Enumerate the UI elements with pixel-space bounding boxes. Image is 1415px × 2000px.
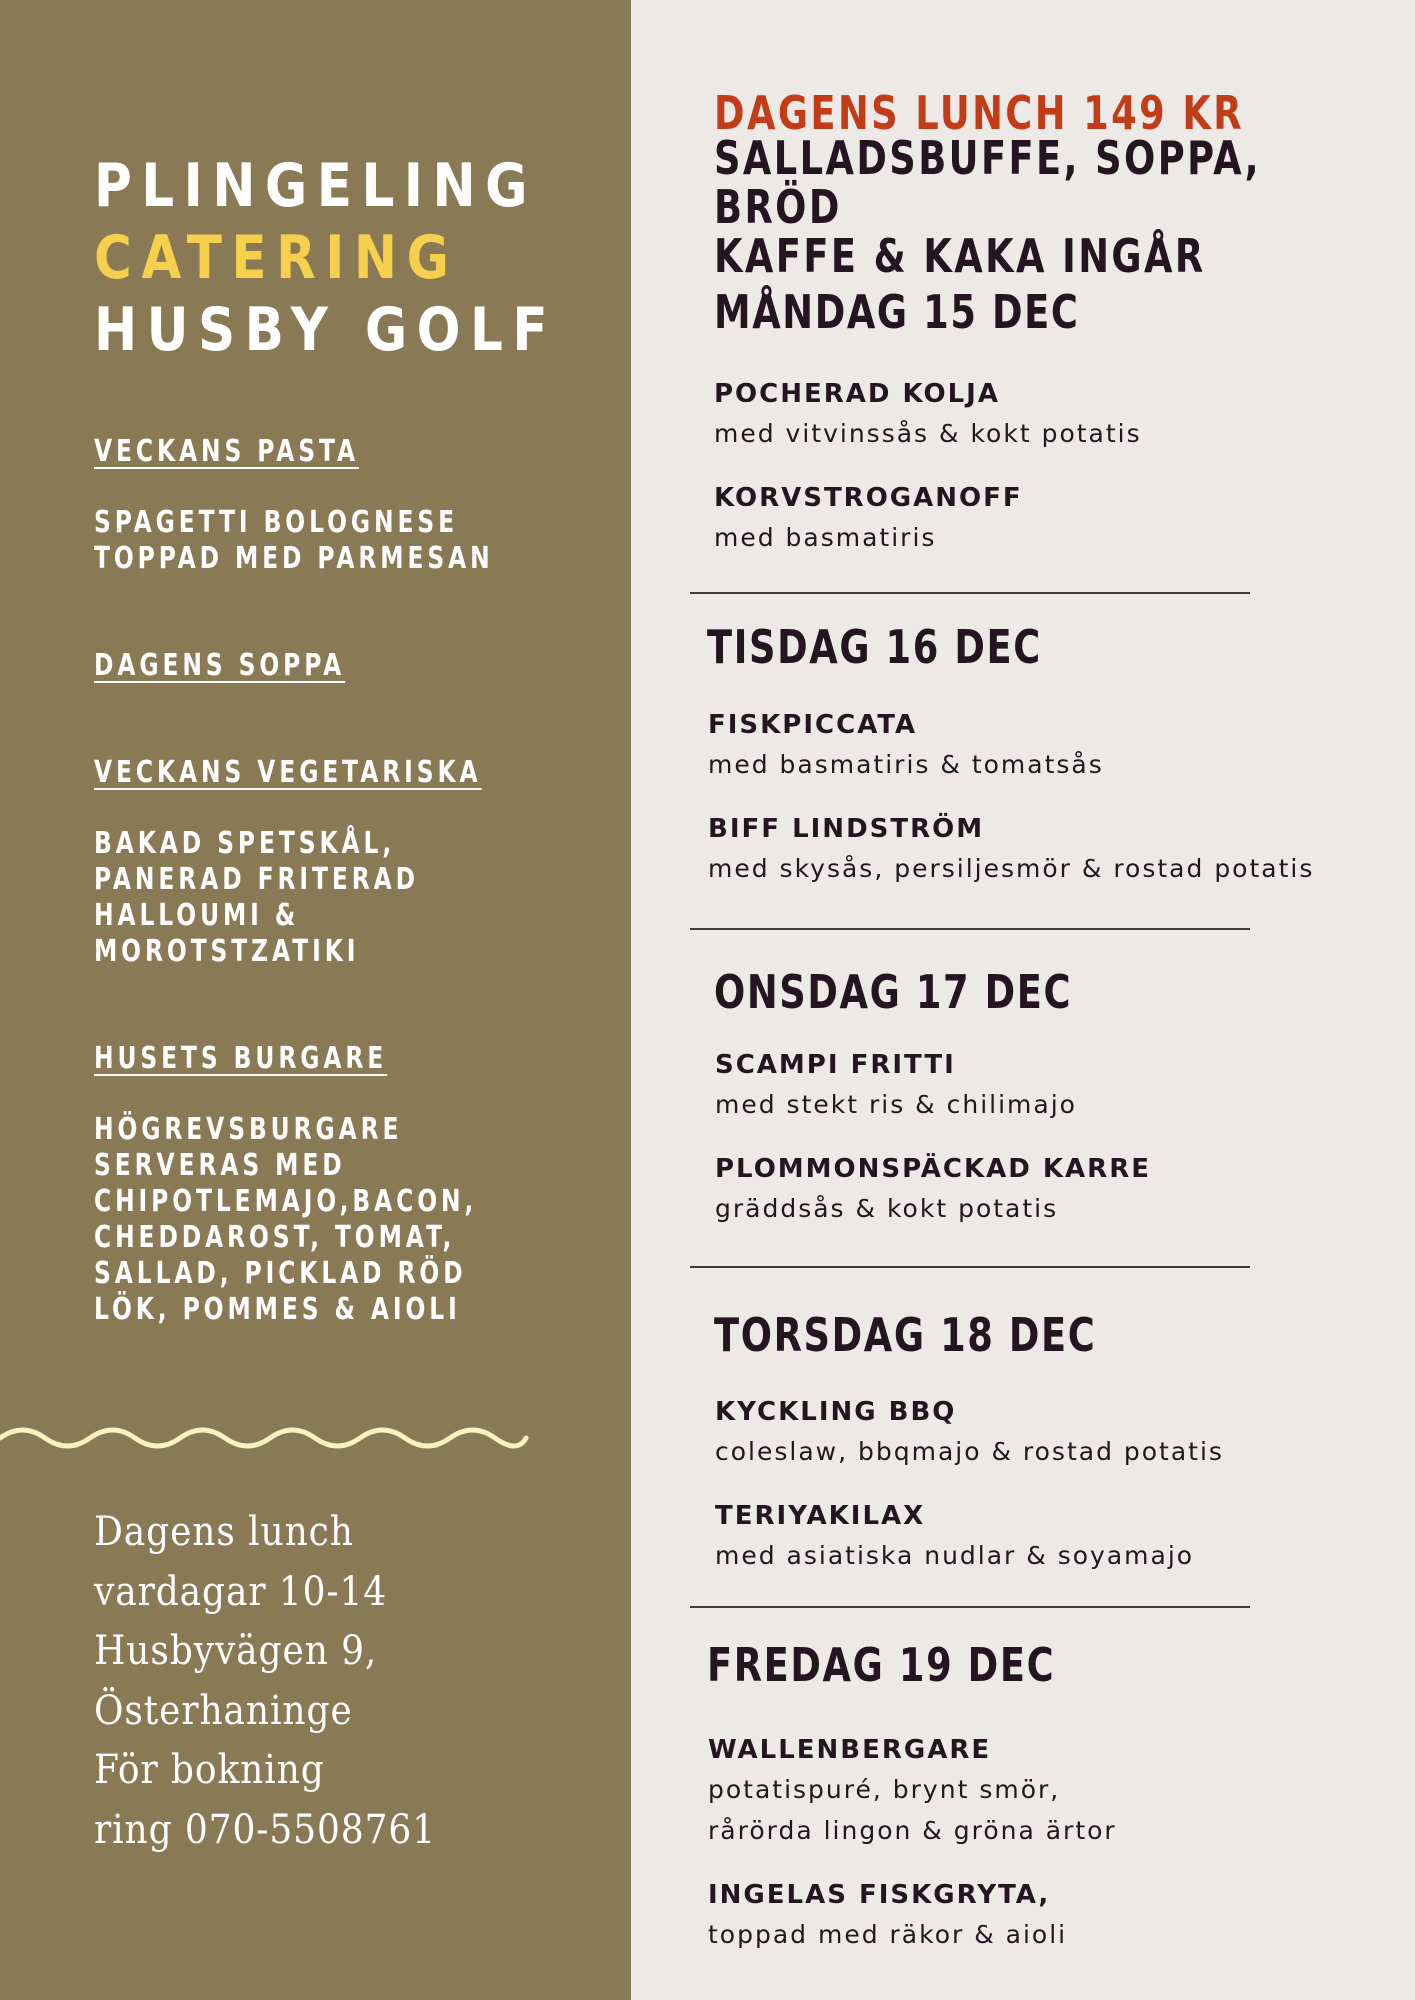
dish-description: potatispuré, brynt smör, rårörda lingon & gröna ärtor (708, 1775, 1117, 1845)
lunch-price-title: DAGENS LUNCH 149 KR (714, 86, 1245, 140)
section-title-soup: DAGENS SOPPA (94, 648, 346, 683)
dish-name: KORVSTROGANOFF (714, 483, 1023, 513)
dish-name: POCHERAD KOLJA (714, 379, 1000, 409)
section-title-vegetarian: VECKANS VEGETARISKA (94, 755, 482, 790)
section-body-vegetarian: BAKAD SPETSKÅL, PANERAD FRITERAD HALLOUMI & MOROTSTZATIKI (94, 826, 419, 969)
dish-description: med stekt ris & chilimajo (715, 1090, 1077, 1119)
section-body-pasta: SPAGETTI BOLOGNESE TOPPAD MED PARMESAN (94, 505, 494, 576)
day-heading-thursday: TORSDAG 18 DEC (714, 1308, 1097, 1362)
day-heading-wednesday: ONSDAG 17 DEC (714, 965, 1073, 1019)
day-divider (690, 592, 1250, 594)
section-title-burger: HUSETS BURGARE (94, 1041, 388, 1076)
brand-line-1: PLINGELING (94, 151, 537, 221)
dish-name: KYCKLING BBQ (715, 1397, 957, 1427)
dish-description: med skysås, persiljesmör & rostad potatis (708, 854, 1315, 883)
section-title-pasta: VECKANS PASTA (94, 434, 360, 469)
dish-description: coleslaw, bbqmajo & rostad potatis (715, 1437, 1224, 1466)
dish-description: med basmatiris & tomatsås (708, 750, 1104, 779)
wave-divider (0, 1418, 530, 1458)
day-heading-friday: FREDAG 19 DEC (707, 1638, 1056, 1692)
day-divider (690, 1266, 1250, 1268)
dish-description: toppad med räkor & aioli (708, 1920, 1068, 1949)
lunch-includes: SALLADSBUFFE, SOPPA, BRÖD KAFFE & KAKA INGÅR (714, 131, 1262, 283)
dish-name: FISKPICCATA (708, 710, 918, 740)
dish-description: med basmatiris (714, 523, 937, 552)
dish-name: PLOMMONSPÄCKAD KARRE (715, 1154, 1151, 1184)
dish-description: med asiatiska nudlar & soyamajo (715, 1541, 1195, 1570)
dish-name: BIFF LINDSTRÖM (708, 814, 985, 844)
day-heading-monday: MÅNDAG 15 DEC (714, 285, 1080, 339)
day-divider (690, 928, 1250, 930)
contact-info: Dagens lunch vardagar 10-14 Husbyvägen 9, Österhaninge För bokning ring 070-5508761 (94, 1509, 437, 1853)
section-body-burger: HÖGREVSBURGARE SERVERAS MED CHIPOTLEMAJO,BACON, CHEDDAROST, TOMAT, SALLAD, PICKLAD RÖD LÖK, POMMES & AIOLI (94, 1112, 478, 1327)
dish-description: gräddsås & kokt potatis (715, 1194, 1059, 1223)
brand-title (94, 150, 557, 366)
dish-name: TERIYAKILAX (715, 1501, 926, 1531)
dish-name: WALLENBERGARE (708, 1735, 992, 1765)
dish-name: INGELAS FISKGRYTA, (708, 1880, 1051, 1910)
dish-name: SCAMPI FRITTI (715, 1050, 956, 1080)
day-heading-tuesday: TISDAG 16 DEC (707, 620, 1042, 674)
day-divider (690, 1606, 1250, 1608)
dish-description: med vitvinssås & kokt potatis (714, 419, 1142, 448)
brand-line-3: HUSBY GOLF (94, 295, 558, 365)
brand-line-2: CATERING (94, 223, 459, 293)
